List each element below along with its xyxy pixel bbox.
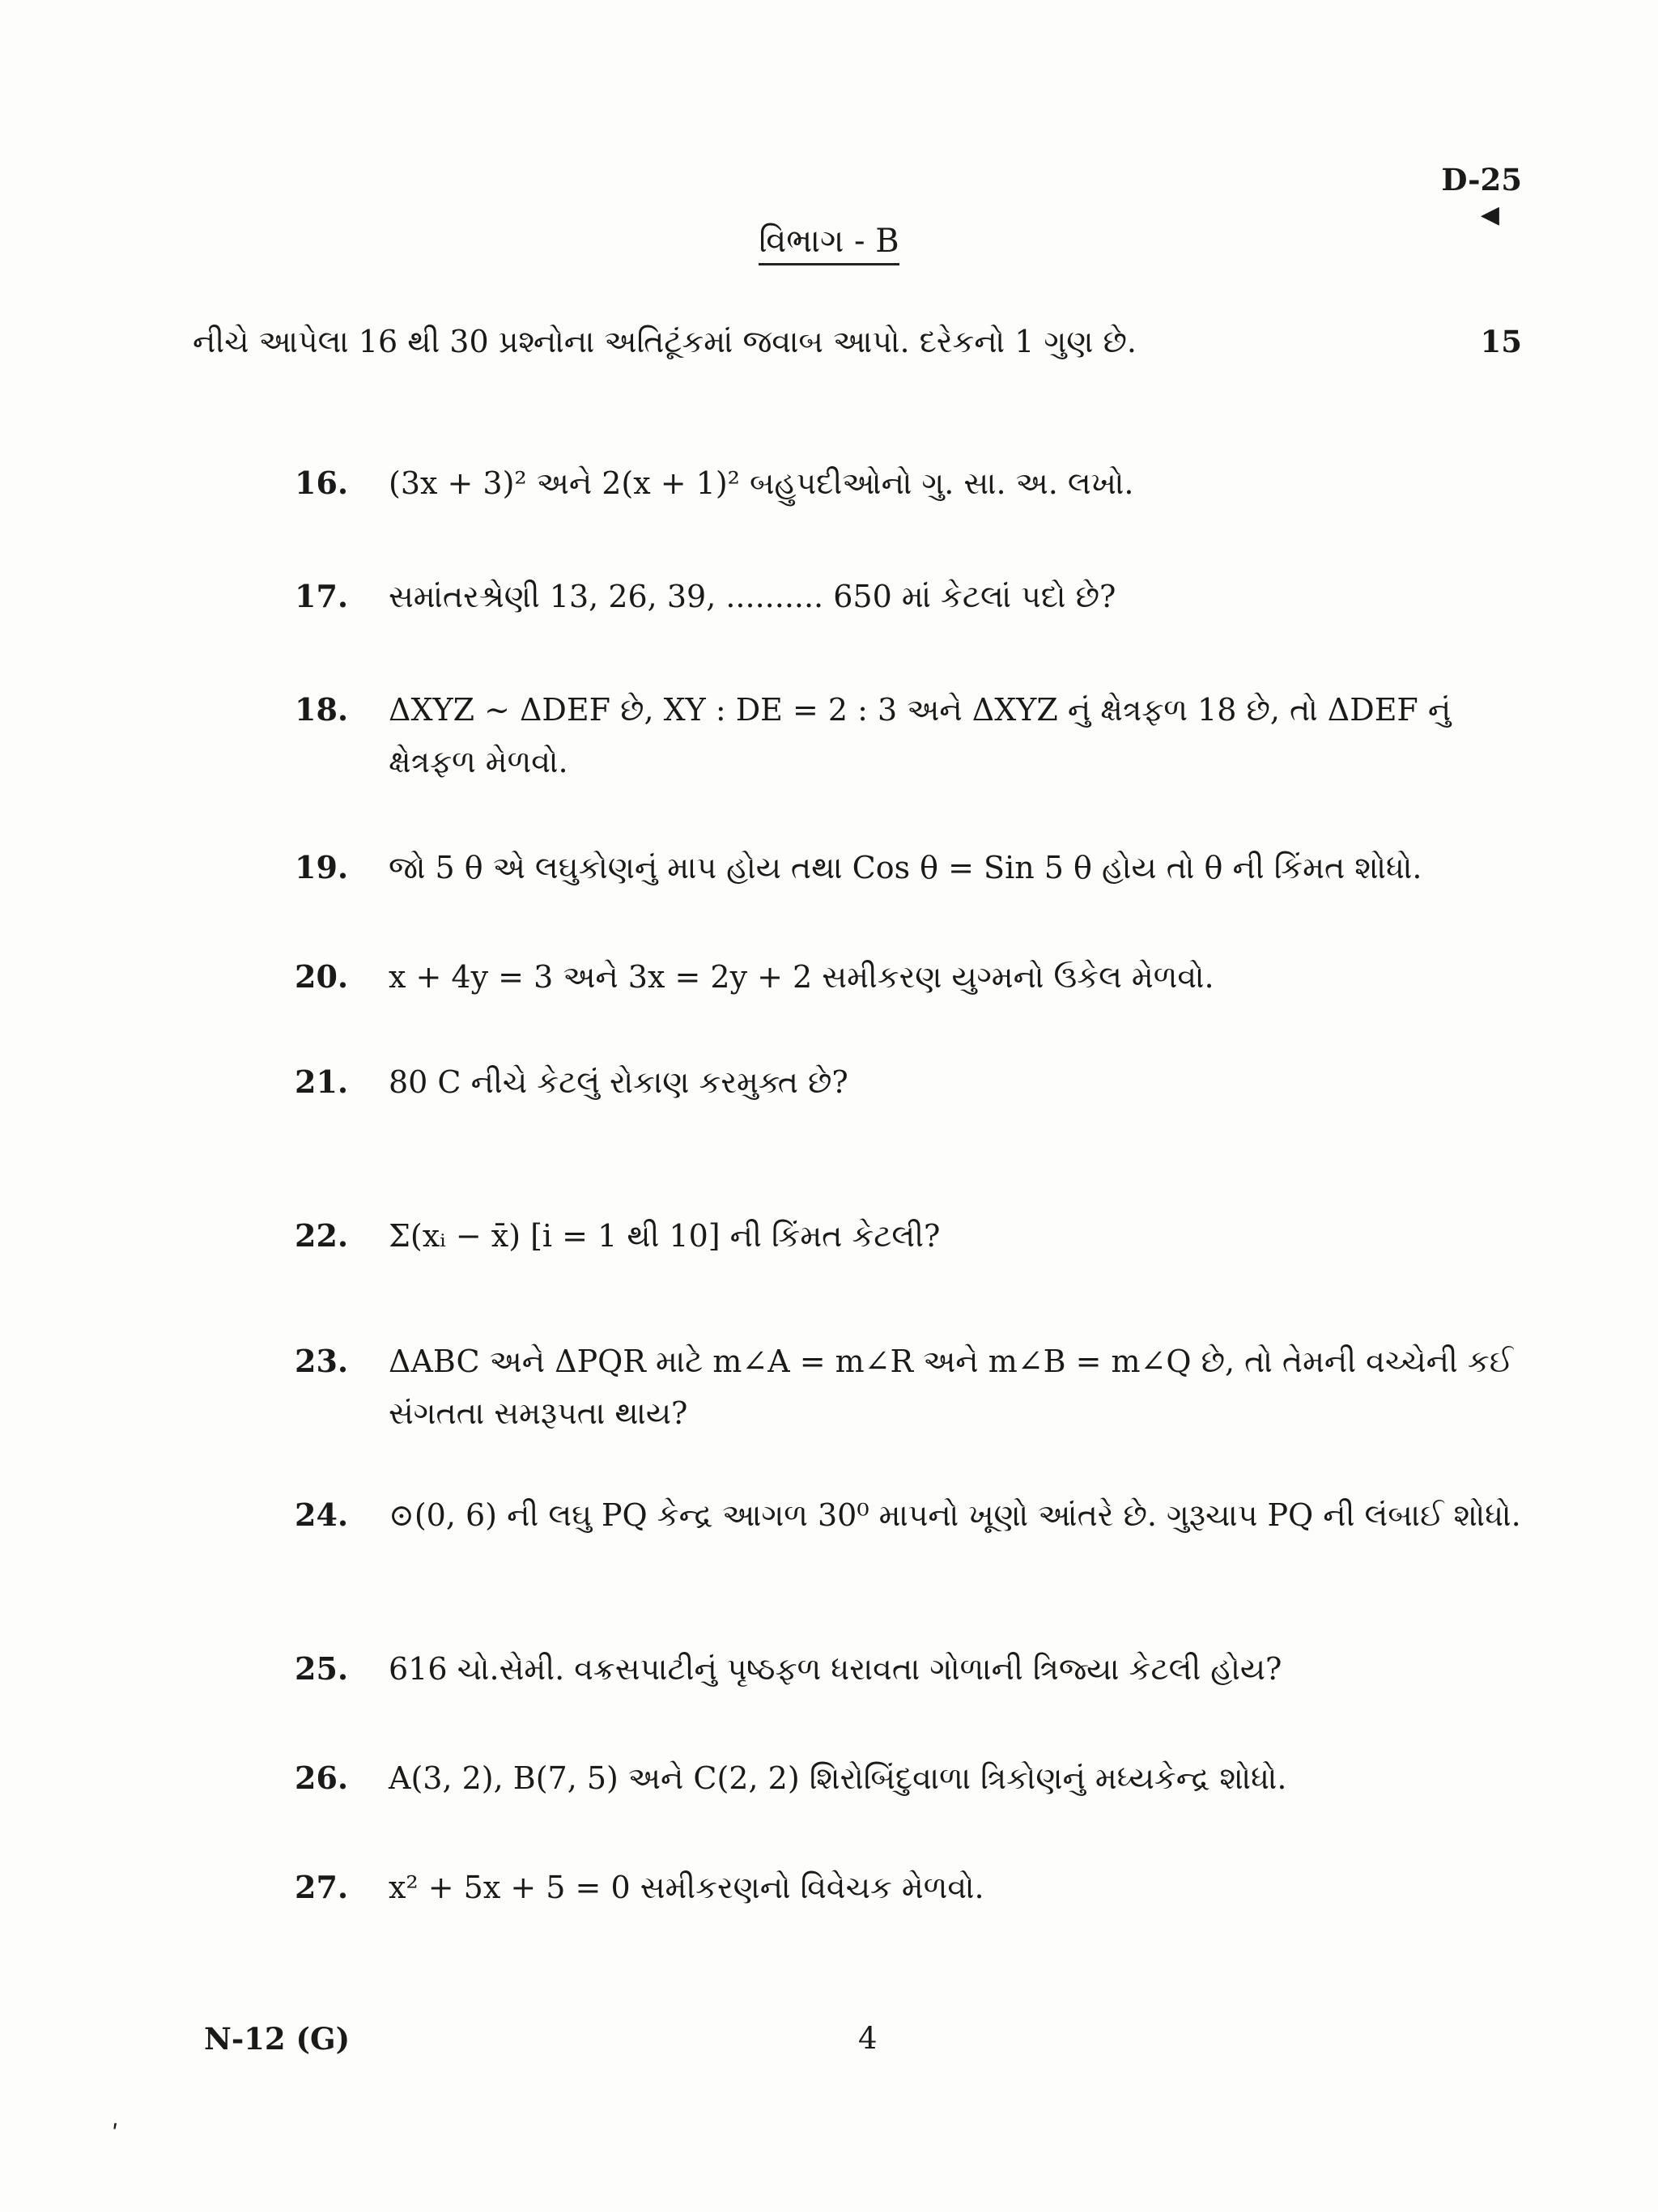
stray-mark-icon: ʹ: [112, 2121, 119, 2149]
question-25: [295, 1643, 1425, 1748]
question-text: (3x + 3)² અને 2(x + 1)² બહુપદીઓનો ગુ. સા. અ. લખો.: [389, 465, 1134, 501]
question-26: [295, 1752, 1425, 1857]
question-22: [295, 1210, 1425, 1315]
question-18: [295, 684, 1452, 789]
question-23: [295, 1335, 1514, 1441]
paper-code: D-25: [1441, 162, 1522, 197]
question-text: 616 ચો.સેમી. વક્રસપાટીનું પૃષ્ઠફળ ધરાવતા ગોળાની ત્રિજ્યા કેટલી હોય?: [389, 1651, 1282, 1687]
question-text: ⊙(0, 6) ની લઘુ PQ કેન્દ્ર આગળ 30⁰ માપનો ખૂણો આંતરે છે. ગુરૂચાપ PQ ની લંબાઈ શોધો.: [389, 1497, 1521, 1533]
question-text: x + 4y = 3 અને 3x = 2y + 2 સમીકરણ યુગ્મનો ઉકેલ મેળવો.: [389, 959, 1214, 995]
question-number: 22.: [295, 1217, 349, 1254]
question-21: [295, 1056, 1425, 1161]
question-number: 18.: [295, 691, 349, 728]
question-number: 25.: [295, 1650, 349, 1687]
question-number: 23.: [295, 1343, 349, 1379]
question-19: [295, 842, 1425, 947]
question-number: 24.: [295, 1497, 349, 1533]
question-text: 80 C નીચે કેટલું રોકાણ કરમુક્ત છે?: [389, 1064, 848, 1100]
section-marks: 15: [1480, 324, 1522, 359]
question-number: 26.: [295, 1760, 349, 1796]
question-text: Σ(xᵢ − x̄) [i = 1 થી 10] ની કિંમત કેટલી?: [389, 1218, 941, 1254]
footer-code: N-12 (G): [204, 2021, 351, 2057]
question-text: સમાંતરશ્રેણી 13, 26, 39, .......... 650 માં કેટલાં પદો છે?: [389, 579, 1116, 614]
question-27: [295, 1862, 1425, 1967]
question-20: [295, 951, 1425, 1056]
question-text: ΔXYZ ~ ΔDEF છે, XY : DE = 2 : 3 અને ΔXYZ નું ક્ષેત્રફળ 18 છે, તો ΔDEF નું ક્ષેત્રફળ મેળવો.: [389, 692, 1452, 779]
question-24: [295, 1489, 1521, 1594]
question-number: 21.: [295, 1064, 349, 1100]
page-number: 4: [858, 2021, 878, 2056]
question-17: [295, 571, 1425, 676]
section-title-text: વિભાગ - B: [759, 223, 899, 265]
question-text: ΔABC અને ΔPQR માટે m∠A = m∠R અને m∠B = m∠Q છે, તો તેમની વચ્ચેની કઈ સંગતતા સમરૂપતા થાય?: [389, 1344, 1514, 1431]
arrow-mark-icon: ◀: [1480, 201, 1499, 229]
question-number: 16.: [295, 465, 349, 501]
question-number: 17.: [295, 578, 349, 614]
question-16: [295, 457, 1425, 563]
question-text: જો 5 θ એ લઘુકોણનું માપ હોય તથા Cos θ = Sin 5 θ હોય તો θ ની કિંમત શોધો.: [389, 850, 1422, 885]
question-number: 27.: [295, 1869, 349, 1905]
question-number: 20.: [295, 958, 349, 995]
section-instructions: નીચે આપેલા 16 થી 30 પ્રશ્નોના અતિટૂંકમાં જવાબ આપો. દરેકનો 1 ગુણ છે.: [193, 324, 1137, 359]
section-title: [0, 223, 1658, 260]
question-text: x² + 5x + 5 = 0 સમીકરણનો વિવેચક મેળવો.: [389, 1870, 984, 1905]
question-text: A(3, 2), B(7, 5) અને C(2, 2) શિરોબિંદુવાળા ત્રિકોણનું મધ્યકેન્દ્ર શોધો.: [389, 1760, 1287, 1796]
question-number: 19.: [295, 849, 349, 885]
